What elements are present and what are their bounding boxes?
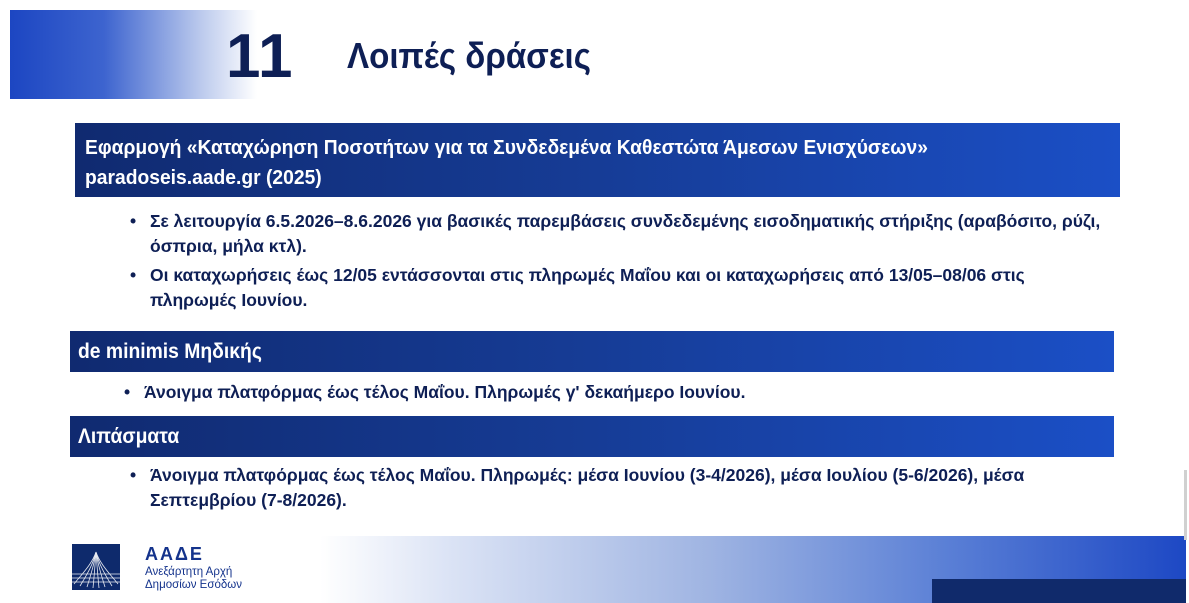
bullet-item: • Άνοιγμα πλατφόρμας έως τέλος Μαΐου. Πληρωμές γ' δεκαήμερο Ιουνίου. xyxy=(120,380,1100,405)
bullet-item: • Άνοιγμα πλατφόρμας έως τέλος Μαΐου. Πληρωμές: μέσα Ιουνίου (3-4/2026), μέσα Ιουλίου (5-6/2026), μέσα Σεπτεμβρίου (7-8/2026). xyxy=(126,463,1106,512)
bullet-list-paradoseis xyxy=(126,209,1106,317)
aade-logo-icon xyxy=(72,544,120,590)
section-heading-bar-paradoseis xyxy=(75,123,1120,197)
logo-subtitle-line1: Ανεξάρτητη Αρχή xyxy=(145,566,233,578)
section-heading-bar-fertilizers xyxy=(70,416,1114,457)
logo-subtitle-line2: Δημοσίων Εσόδων xyxy=(145,579,242,591)
section-heading: de minimis Μηδικής xyxy=(78,340,262,363)
bullet-list-fertilizers xyxy=(126,463,1106,512)
footer-dark-strip xyxy=(932,579,1186,603)
slide-number: 11 xyxy=(226,22,294,91)
bullet-item: • Οι καταχωρήσεις έως 12/05 εντάσσονται στις πληρωμές Μαΐου και οι καταχωρήσεις από 13/05–08/06 στις πληρωμές Ιουνίου. xyxy=(126,263,1106,312)
logo-name: ΑΑΔΕ xyxy=(145,544,204,564)
section-heading: Λιπάσματα xyxy=(78,425,180,448)
section-heading-bar-de-minimis xyxy=(70,331,1114,372)
header-band xyxy=(10,10,1186,99)
bullet-list-de-minimis xyxy=(120,380,1100,405)
scrollbar-edge xyxy=(1184,470,1187,540)
slide-title: Λοιπές δράσεις xyxy=(347,35,591,76)
section-heading: Εφαρμογή «Καταχώρηση Ποσοτήτων για τα Συνδεδεμένα Καθεστώτα Άμεσων Ενισχύσεων» paradoseis.aade.gr (2025) xyxy=(85,136,928,189)
bullet-item: • Σε λειτουργία 6.5.2026–8.6.2026 για βασικές παρεμβάσεις συνδεδεμένης εισοδηματικής στήριξης (αραβόσιτο, ρύζι, όσπρια, μήλα κτλ). xyxy=(126,209,1106,258)
